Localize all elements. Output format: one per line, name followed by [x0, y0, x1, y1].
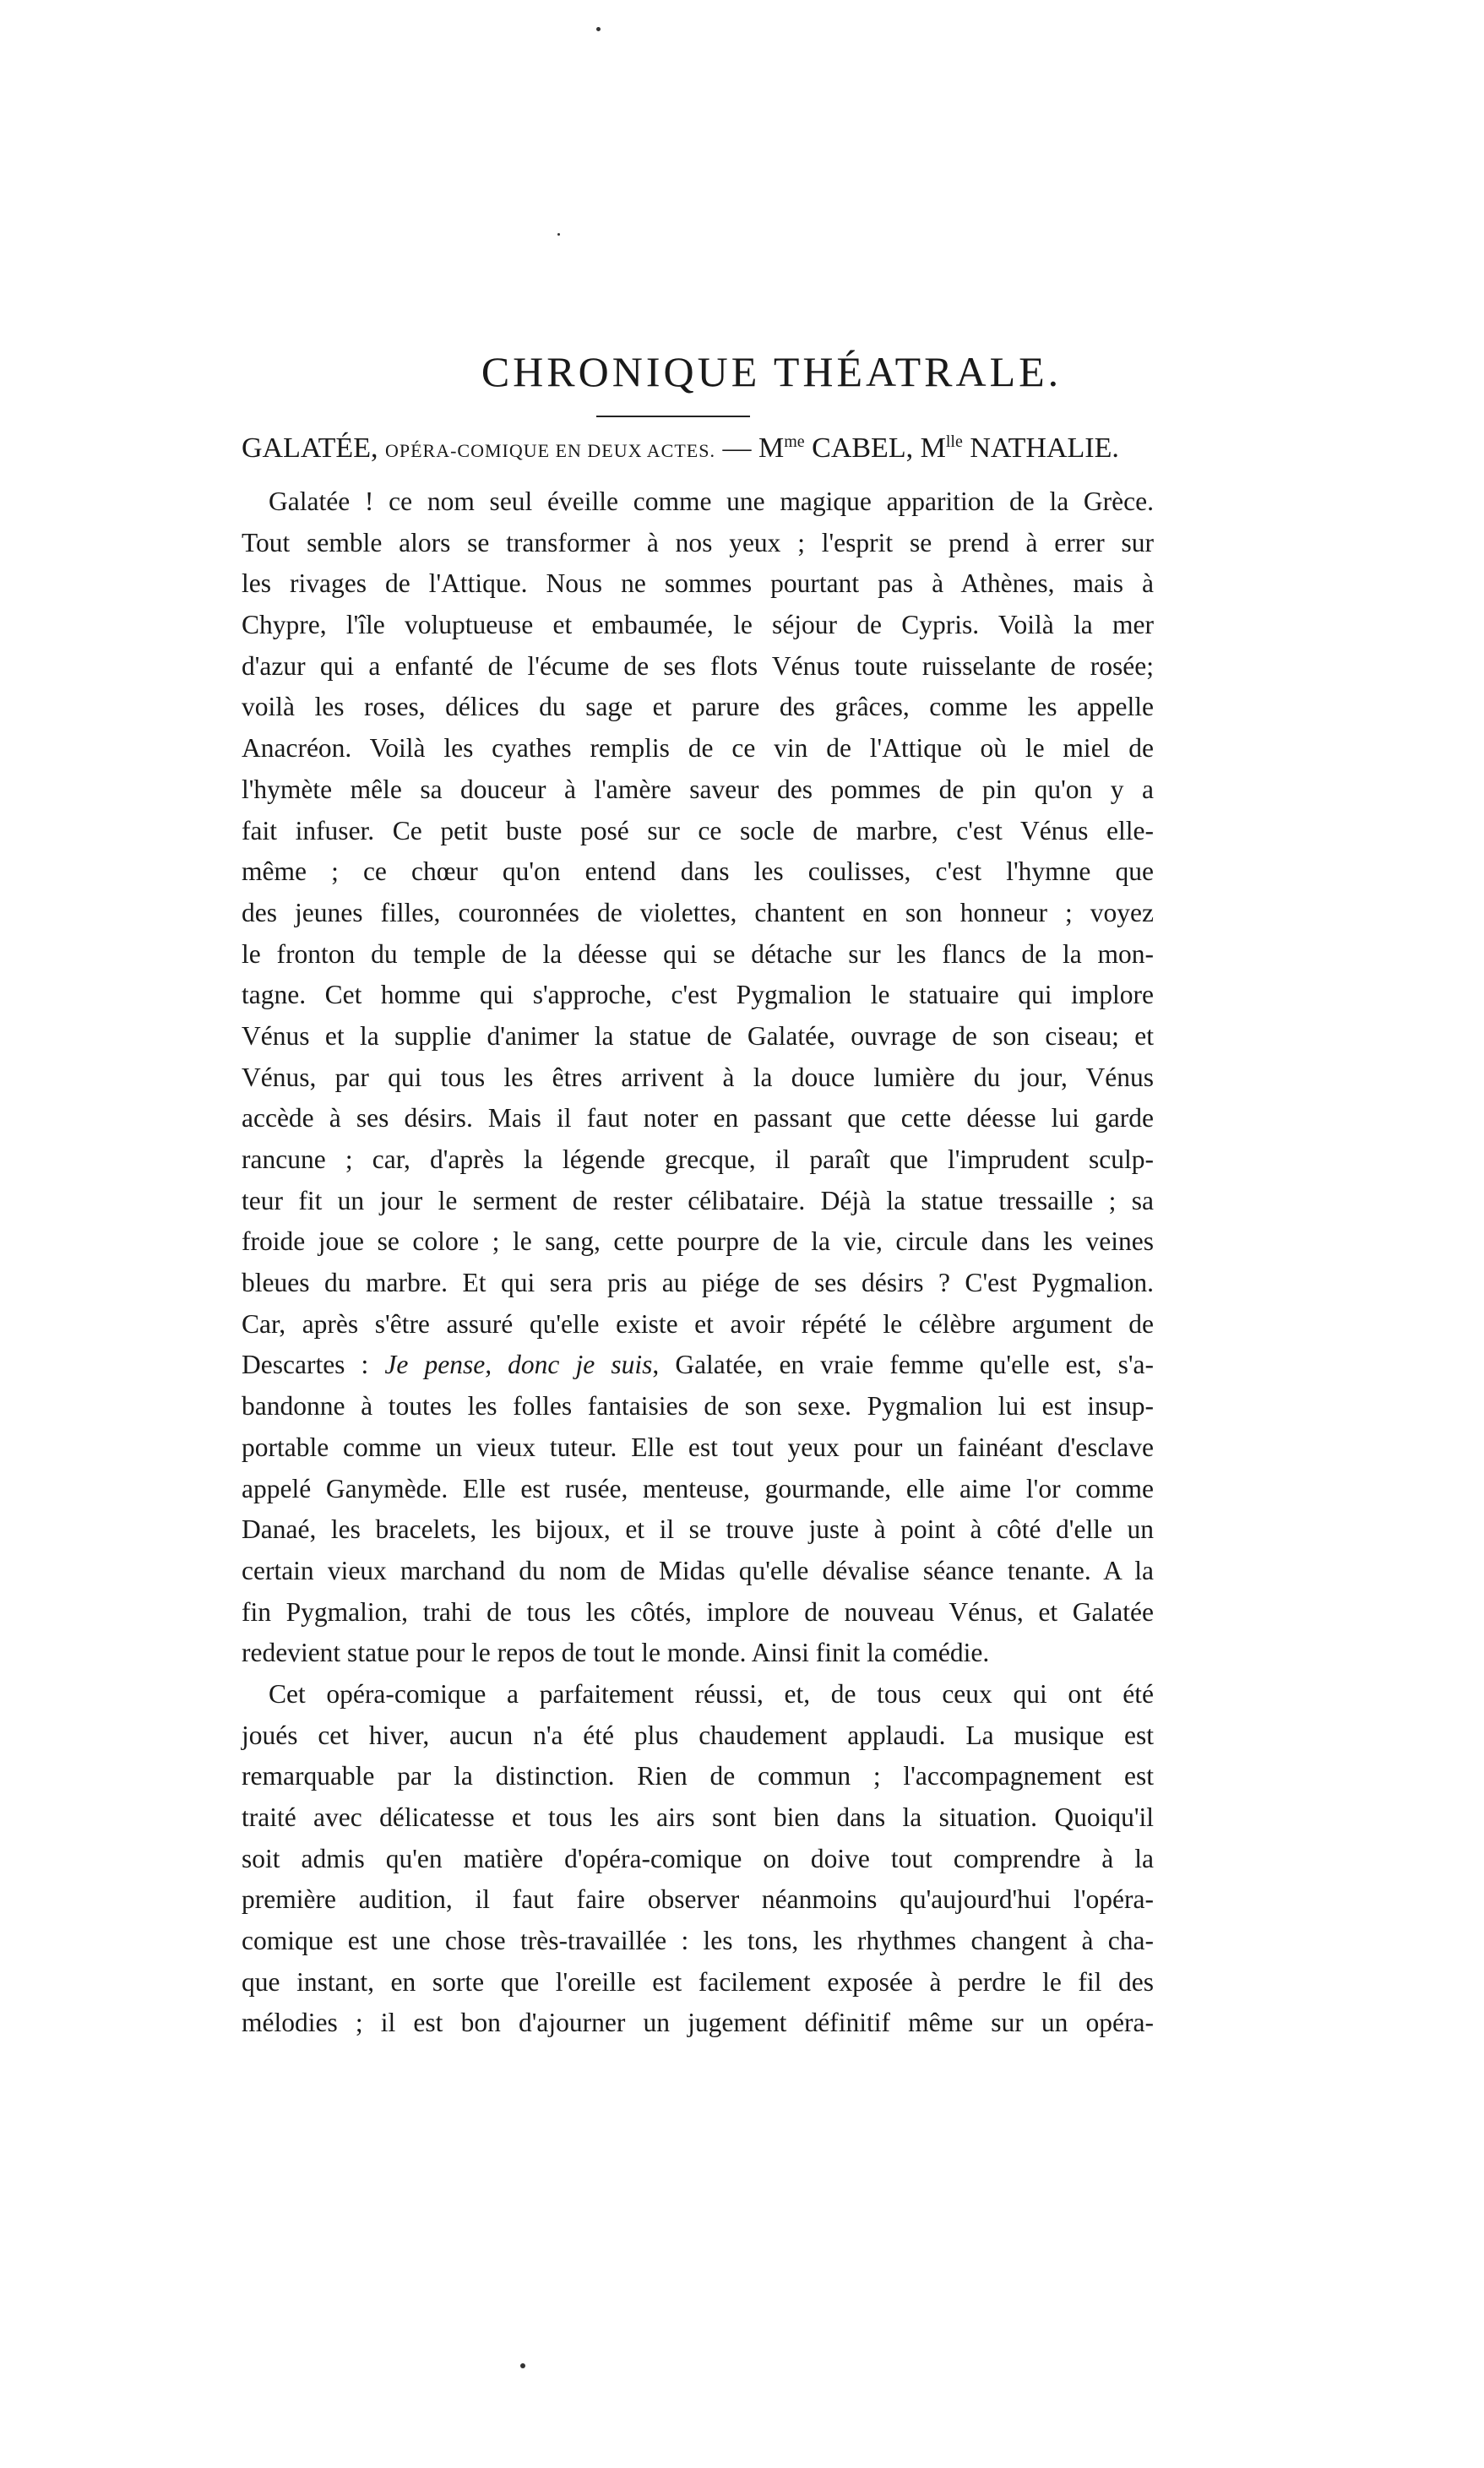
title-divider — [596, 416, 750, 417]
text-line: fin Pygmalion, trahi de tous les côtés, implore de nouveau Vénus, et Galatée — [242, 1596, 1154, 1627]
text-line: que instant, en sorte que l'oreille est facilement exposée à perdre le fil des — [242, 1966, 1154, 1997]
text-line: Vénus, par qui tous les êtres arrivent à la douce lumière du jour, Vénus — [242, 1062, 1154, 1092]
text-line: redevient statue pour le repos de tout le monde. Ainsi finit la comédie. — [242, 1638, 990, 1668]
text-line: fait infuser. Ce petit buste posé sur ce socle de marbre, c'est Vénus elle- — [242, 815, 1154, 845]
subtitle-dash: — — [722, 432, 752, 464]
text-line: accède à ses désirs. Mais il faut noter en passant que cette déesse lui garde — [242, 1103, 1154, 1133]
subtitle-work: GALATÉE, — [242, 432, 378, 464]
text-line: remarquable par la distinction. Rien de commun ; l'accompagnement est — [242, 1761, 1154, 1791]
article-subtitle — [242, 427, 1154, 473]
scan-speck — [557, 233, 560, 236]
text-line — [242, 1345, 1154, 1386]
text-line: Anacréon. Voilà les cyathes remplis de ce vin de l'Attique où le miel de — [242, 733, 1154, 764]
text-line: mélodies ; il est bon d'ajourner un jugement définitif même sur un opéra- — [242, 2008, 1154, 2038]
text-line: Chypre, l'île voluptueuse et embaumée, le séjour de Cypris. Voilà la mer — [242, 610, 1154, 640]
text-line: portable comme un vieux tuteur. Elle est tout yeux pour un fainéant d'esclave — [242, 1432, 1154, 1462]
paragraph-1 — [242, 481, 1154, 1674]
subtitle-mme-name: CABEL, — [812, 432, 914, 464]
subtitle-mlle: $M^{lle}$ — [920, 432, 963, 464]
text-line: l'hymète mêle sa douceur à l'amère saveur des pommes de pin qu'on y a — [242, 774, 1154, 804]
text-line: comique est une chose très-travaillée : les tons, les rhythmes changent à cha- — [242, 1926, 1154, 1956]
text-line: froide joue se colore ; le sang, cette pourpre de la vie, circule dans les veines — [242, 1226, 1154, 1257]
text-line: Vénus et la supplie d'animer la statue de Galatée, ouvrage de son ciseau; et — [242, 1020, 1154, 1051]
subtitle-mme: $M^{me}$ — [758, 432, 805, 464]
text-line: bleues du marbre. Et qui sera pris au piége de ses désirs ? C'est Pygmalion. — [242, 1268, 1154, 1298]
text-line: les rivages de l'Attique. Nous ne sommes pourtant pas à Athènes, mais à — [242, 568, 1154, 599]
text-line: d'azur qui a enfanté de l'écume de ses flots Vénus toute ruisselante de rosée; — [242, 650, 1154, 681]
text-line: tagne. Cet homme qui s'approche, c'est Pygmalion le statuaire qui implore — [242, 980, 1154, 1010]
text-line: traité avec délicatesse et tous les airs sont bien dans la situation. Quoiqu'il — [242, 1802, 1154, 1832]
text-line: Tout semble alors se transformer à nos yeux ; l'esprit se prend à errer sur — [242, 527, 1154, 557]
text-line: première audition, il faut faire observer néanmoins qu'aujourd'hui l'opéra- — [242, 1884, 1154, 1915]
text-line: certain vieux marchand du nom de Midas qu'elle dévalise séance tenante. A la — [242, 1555, 1154, 1585]
text-line: voilà les roses, délices du sage et parure des grâces, comme les appelle — [242, 692, 1154, 722]
text-line: Galatée ! ce nom seul éveille comme une magique apparition de la Grèce. — [269, 487, 1154, 516]
text-line: Car, après s'être assuré qu'elle existe et avoir répété le célèbre argument de — [242, 1308, 1154, 1339]
text-line: joués cet hiver, aucun n'a été plus chaudement applaudi. La musique est — [242, 1720, 1154, 1750]
paragraph-2 — [242, 1674, 1154, 2044]
page-title: CHRONIQUE THÉATRALE. — [481, 348, 1063, 395]
text-line: rancune ; car, d'après la légende grecque, il paraît que l'imprudent sculp- — [242, 1144, 1154, 1174]
scan-speck — [596, 27, 601, 31]
text-run: Descartes : — [242, 1350, 369, 1380]
article-body — [242, 481, 1154, 2044]
italic-quote: Je pense, donc je suis — [384, 1350, 653, 1380]
scan-speck — [520, 2363, 525, 2368]
text-run: , Galatée, en vraie femme qu'elle est, s'a- — [652, 1350, 1155, 1380]
text-line: Danaé, les bracelets, les bijoux, et il se trouve juste à point à côté d'elle un — [242, 1514, 1154, 1545]
text-line: appelé Ganymède. Elle est rusée, menteuse, gourmande, elle aime l'or comme — [242, 1473, 1154, 1503]
text-line: des jeunes filles, couronnées de violettes, chantent en son honneur ; voyez — [242, 897, 1154, 927]
subtitle-mlle-name: NATHALIE. — [970, 432, 1119, 464]
text-line: Cet opéra-comique a parfaitement réussi, et, de tous ceux qui ont été — [269, 1678, 1154, 1709]
text-line: le fronton du temple de la déesse qui se détache sur les flancs de la mon- — [242, 938, 1154, 969]
text-line: même ; ce chœur qu'on entend dans les coulisses, c'est l'hymne que — [242, 856, 1154, 887]
subtitle-genre: OPÉRA-COMIQUE EN DEUX ACTES. — [384, 440, 715, 461]
text-line: soit admis qu'en matière d'opéra-comique on doive tout comprendre à la — [242, 1843, 1154, 1873]
text-line: teur fit un jour le serment de rester célibataire. Déjà la statue tressaille ; sa — [242, 1185, 1154, 1215]
text-line: bandonne à toutes les folles fantaisies de son sexe. Pygmalion lui est insup- — [242, 1391, 1154, 1422]
